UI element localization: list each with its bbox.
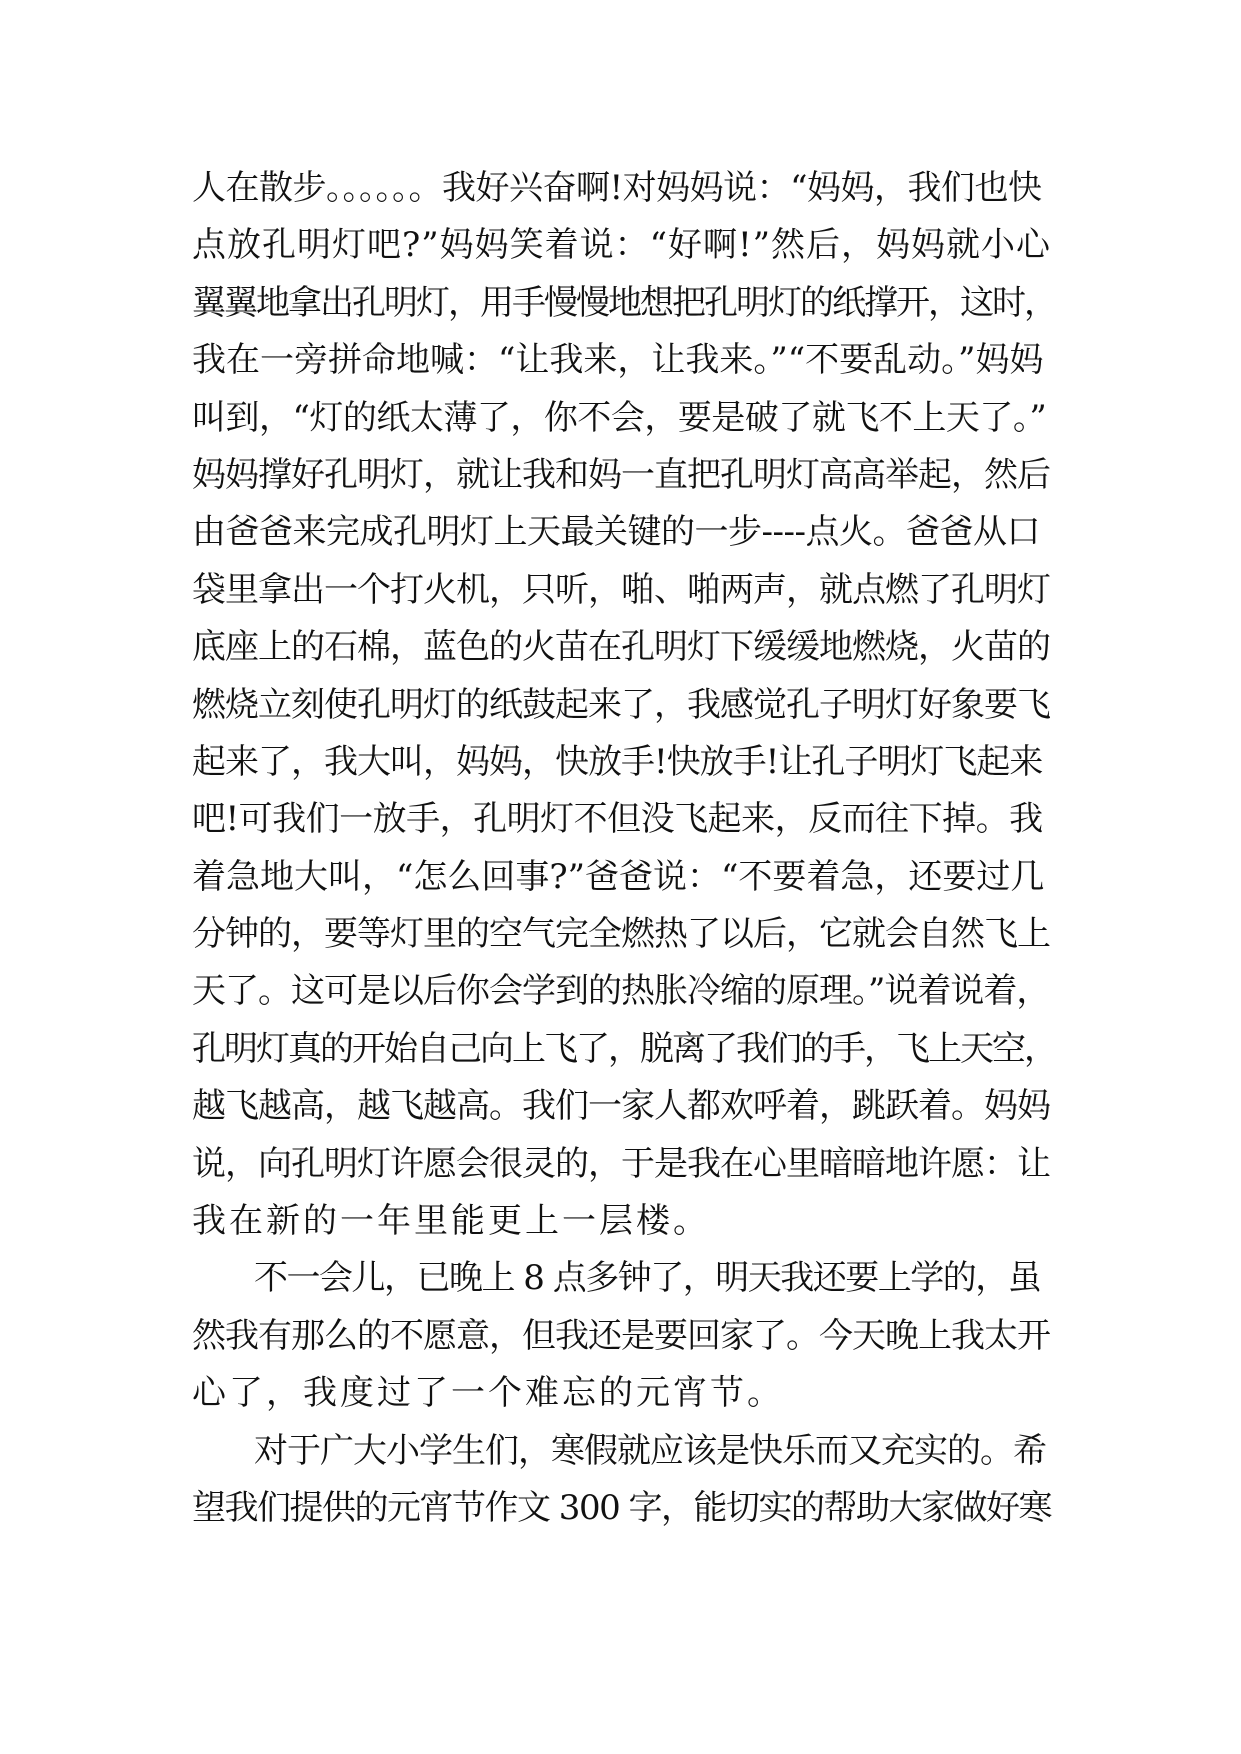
text-line: 点放孔明灯吧?”妈妈笑着说：“好啊!”然后，妈妈就小心 — [192, 225, 1052, 266]
text-line: 分钟的，要等灯里的空气完全燃热了以后，它就会自然飞上 — [192, 914, 1050, 955]
essay-body — [192, 160, 1056, 1537]
text-line: 越飞越高，越飞越高。我们一家人都欢呼着，跳跃着。妈妈 — [192, 1086, 1050, 1127]
text-line: 心了，我度过了一个难忘的元宵节。 — [192, 1373, 784, 1414]
text-line: 说，向孔明灯许愿会很灵的，于是我在心里暗暗地许愿：让 — [192, 1143, 1050, 1184]
text-line: 燃烧立刻使孔明灯的纸鼓起来了，我感觉孔子明灯好象要飞 — [192, 684, 1050, 725]
text-line: 吧!可我们一放手，孔明灯不但没飞起来，反而往下掉。我 — [192, 799, 1043, 840]
text-line: 我在新的一年里能更上一层楼。 — [192, 1201, 710, 1242]
text-line: 天了。这可是以后你会学到的热胀冷缩的原理。”说着说着， — [192, 971, 1050, 1012]
text-line: 妈妈撑好孔明灯，就让我和妈一直把孔明灯高高举起，然后 — [192, 454, 1050, 495]
text-line: 孔明灯真的开始自己向上飞了，脱离了我们的手，飞上天空， — [192, 1028, 1056, 1069]
paragraph-start-line: 不一会儿，已晚上 8 点多钟了，明天我还要上学的，虽 — [254, 1258, 1041, 1299]
text-line: 然我有那么的不愿意，但我还是要回家了。今天晚上我太开 — [192, 1315, 1050, 1356]
text-line: 着急地大叫，“怎么回事?”爸爸说：“不要着急，还要过几 — [192, 856, 1045, 897]
text-line: 人在散步。。。。。。我好兴奋啊!对妈妈说：“妈妈，我们也快 — [192, 168, 1042, 208]
text-line: 翼翼地拿出孔明灯，用手慢慢地想把孔明灯的纸撑开，这时， — [192, 282, 1056, 323]
text-line: 由爸爸来完成孔明灯上天最关键的一步----点火。爸爸从口 — [192, 512, 1040, 553]
text-line: 袋里拿出一个打火机，只听，啪、啪两声，就点燃了孔明灯 — [192, 569, 1050, 610]
text-line: 底座上的石棉，蓝色的火苗在孔明灯下缓缓地燃烧，火苗的 — [192, 627, 1050, 668]
paragraph-start-line: 对于广大小学生们，寒假就应该是快乐而又充实的。希 — [254, 1430, 1046, 1471]
text-line: 叫到，“灯的纸太薄了，你不会，要是破了就飞不上天了。” — [192, 397, 1047, 438]
text-line: 望我们提供的元宵节作文 300 字，能切实的帮助大家做好寒 — [192, 1487, 1052, 1528]
text-line: 起来了，我大叫，妈妈，快放手!快放手!让孔子明灯飞起来 — [192, 741, 1043, 782]
text-line: 我在一旁拼命地喊：“让我来，让我来。”“不要乱动。”妈妈 — [192, 340, 1044, 381]
